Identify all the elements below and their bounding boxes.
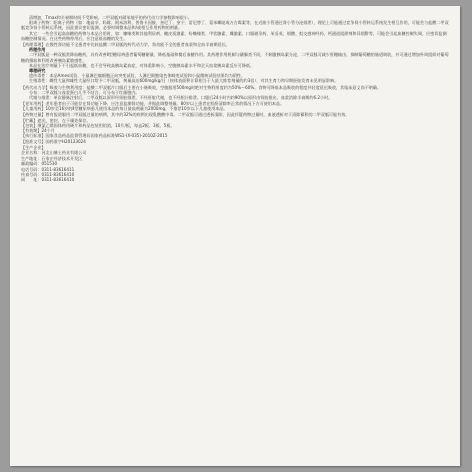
package-insert-sheet (10, 6, 460, 466)
section-approval-number: 【批准文号】国药准字H20123024 (21, 138, 86, 144)
text-line: 清增加，Tmax和半衰期时间不受影响，二甲双胍对硝苯地平的药代动力学参数影响很小。 (29, 15, 192, 20)
text-line: 遗传毒性：本品Ames试验、小鼠淋巴瘤细胞正向突变试验、人淋巴细胞染色体畸变试验和小鼠微核试验结果均为阴性。 (29, 73, 246, 79)
manufacturer-address: 生产地址：石家庄经济技术开发区 (21, 155, 83, 161)
text-line: 本品在治疗剂量下不引起低血糖，也不会导致高胰岛素血症，对体重影响小，空腹胰岛素水平和全天血浆胰岛素反应可降低。 (29, 62, 255, 68)
section-children: 【儿童用药】10岁至16岁的Ⅱ型糖尿病患儿使用本品的每日最高剂量为2000mg。不推荐10岁以下儿童使用本品。 (21, 106, 228, 112)
text-line: 分布：二甲双胍与血浆蛋白几乎不结合，可分布于红细胞内。 (29, 89, 140, 95)
section-packaging: 【包装】聚氯乙烯固体药用硬片和药品包装用铝箔，10片/板，每盒2板、3板、5板。 (21, 123, 175, 129)
manufacturer-block (21, 145, 449, 183)
section-validity: 【有效期】24个月 (21, 128, 55, 134)
section-elderly: 【老年用药】老年患者由于可能存在肾功能下降，应注意监测肾功能，并据此调整剂量。80岁以上患者在肌酐清除率正常的情况下方可使用本品。 (21, 101, 285, 107)
manufacturer-fax: 传真号码：0311-83616410 (21, 171, 75, 177)
section-overdose: 【药物过量】曾有报道服用二甲双胍过量的病例，其中约32%的病例出现乳酸酸中毒。二甲双胍可通过透析清除，因此怀疑药物过量时，血液透析对于清除蓄积的二甲双胍可能有效。 (21, 111, 350, 117)
text-line: 二甲双胍是一种双胍类降血糖药，具有改善Ⅱ型糖尿病患者葡萄糖耐量、降低基础和餐后血糖作用。其药理作用机制与磺脲类不同，不刺激胰岛素分泌，二甲双胍可减少肝糖输出，抑制葡萄糖的肠道吸收，并可通过增加外周组织对葡萄糖的摄取和利用改善胰岛素敏感性。 (21, 52, 449, 63)
section-storage: 【贮藏】遮光，密封，在干燥处保存。 (21, 117, 91, 123)
manufacturer-website: 网 址：0311-83616410 (21, 177, 75, 183)
section-pharmacokinetics: 【药代动力学】吸收与生物利用度：盐酸二甲双胍片口服后主要在小肠吸收，空腹服用500mg时绝对生物利用度约为50%～60%。食物可降低本品吸收的程度并轻度延迟吸收，其临床意义尚不明确。 (21, 84, 382, 90)
text-line: 其它：一些会引起高血糖的药物与本品合用时，如：噻嗪类和其他利尿剂、糖皮质激素、吩噻嗪类、甲状腺素、雌激素、口服避孕药、苯妥英、烟酸、拟交感神经药、钙通道阻滞剂和异烟肼等，可能会引起血糖控制失调，应密切监测血糖控制情况。在这些药物停用后，应注意低血糖的发生。 (21, 30, 447, 41)
section-pharmacology: 【药理毒理】在慢性肾功能不全患者中比较盐酸二甲双胍的药代动力学，肾功能不全的患者血浆和全血半衰期延长。 (21, 42, 230, 48)
manufacturer-phone: 电话号码：0311-83616411 (21, 166, 75, 172)
text-line: 代谢与排泄：单次静脉注射后，二甲双胍以原形经肾脏排泄，不经肝脏代谢，也不经胆汁排泄。口服后24小时内约90%以原形由肾脏排出，血浆消除半衰期约6.2小时。 (29, 95, 333, 101)
manufacturer-heading: 【生产企业】 (21, 144, 46, 150)
section-standard: 【执行标准】国家食品药品监督管理局国家药品标准WS1-(X-035)-2010Z-2015 (21, 133, 168, 139)
text-line: 生殖毒性：雌性大鼠和雄性大鼠经口给予二甲双胍，剂量高达600mg/kg/日（按体表面积计算相当于人最大推荐剂量的约3倍），对其生育力和早期胚胎发育未见明显影响。 (29, 78, 339, 84)
subheading-toxicology: 毒理研究 (29, 68, 46, 74)
subheading-pharmacology: 药理作用 (29, 47, 46, 53)
insert-body-text (21, 15, 449, 183)
text-line: 阳离子药物：阳离子药物（如：地高辛、吗啡、阿米洛利、普鲁卡因胺、奎尼丁、奎宁、雷尼替丁、氨苯蝶啶或万古霉素等，在近曲小管通过肾小管分泌排泄），理论上可能通过竞争肾小管转运系统发生相互作用，可能会与盐酸二甲双胍竞争肾小管转运系统，因此建议密切监测，必要时调整本品和/或相互作用药物的剂量。 (21, 20, 449, 31)
manufacturer-name: 企业名称：河北山赫士药业有限公司 (21, 150, 87, 156)
manufacturer-postcode: 邮政编码：051530 (21, 161, 58, 167)
